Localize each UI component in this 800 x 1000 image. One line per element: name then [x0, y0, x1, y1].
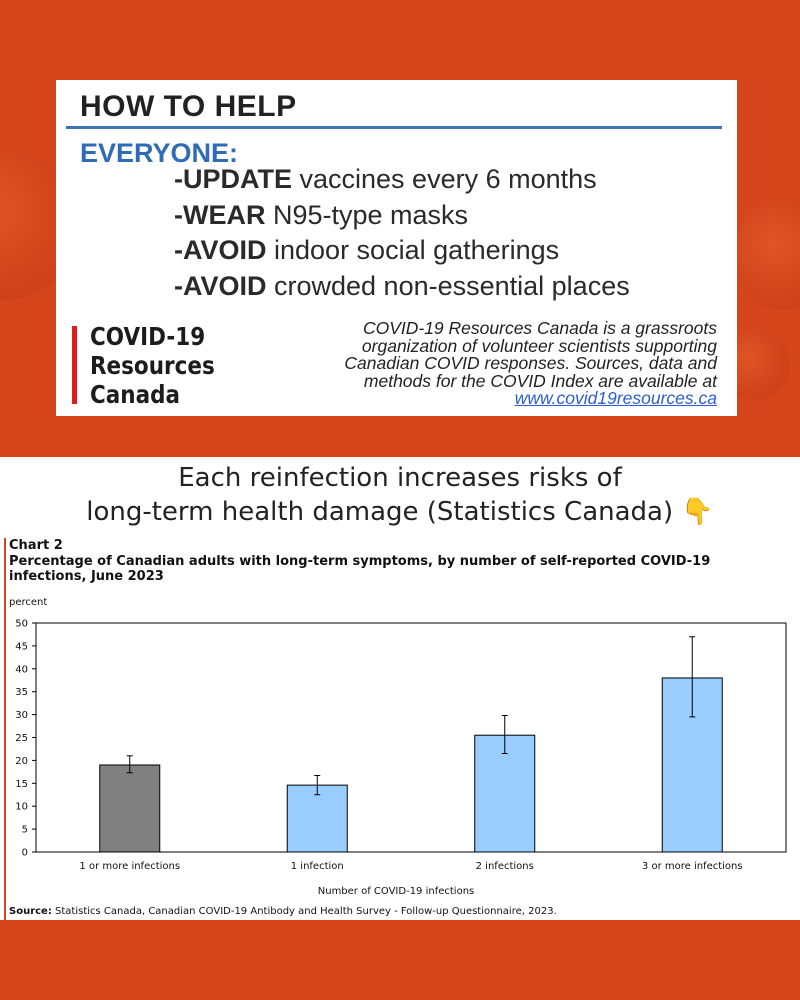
- action-verb: -UPDATE: [174, 164, 292, 194]
- action-verb: -AVOID: [174, 235, 267, 265]
- logo-red-bar: [72, 326, 77, 404]
- blurb-line: organization of volunteer scientists supporting: [361, 335, 717, 356]
- y-tick-label: 50: [15, 618, 28, 630]
- blurb-line: Canadian COVID responses. Sources, data and: [344, 353, 717, 373]
- y-tick-label: 40: [15, 664, 28, 676]
- action-item: [174, 233, 630, 269]
- title-divider: [66, 126, 722, 129]
- chart-section: [0, 457, 800, 920]
- panel-title: HOW TO HELP: [80, 90, 297, 123]
- y-tick-label: 20: [15, 755, 28, 767]
- organization-blurb: [287, 320, 717, 408]
- action-text: indoor social gatherings: [266, 235, 560, 265]
- bar-chart: [6, 538, 800, 906]
- y-tick-label: 0: [21, 847, 28, 859]
- y-tick-label: 25: [15, 733, 28, 744]
- x-tick-label: 3 or more infections: [641, 861, 743, 872]
- headline-line: long-term health damage (Statistics Canada) 👇: [86, 497, 714, 527]
- logo-line: Resources: [90, 351, 215, 380]
- action-item: [174, 162, 630, 198]
- virus-decoration: [730, 200, 800, 310]
- x-tick-label: 1 infection: [290, 861, 344, 872]
- logo-line: COVID-19: [90, 322, 206, 351]
- action-item: [174, 269, 630, 305]
- chart-title: Percentage of Canadian adults with long-term symptoms, by number of self-reported COVID-19 infections, June 2023: [9, 554, 711, 584]
- how-to-help-panel: [56, 80, 737, 416]
- y-axis-unit: percent: [9, 597, 48, 608]
- chart-label: Chart 2: [9, 538, 63, 553]
- source-label: Source:: [9, 906, 52, 917]
- bar: [100, 765, 160, 852]
- action-verb: -WEAR: [174, 199, 266, 230]
- action-text: crowded non-essential places: [266, 270, 630, 301]
- source-text: Statistics Canada, Canadian COVID-19 Antibody and Health Survey - Follow-up Questionnaire, 2023.: [51, 906, 557, 917]
- chart-container: [4, 538, 800, 920]
- chart-source: [9, 906, 557, 917]
- logo-line: Canada: [90, 380, 181, 409]
- y-tick-label: 10: [15, 801, 28, 813]
- headline-line: Each reinfection increases risks of: [178, 463, 622, 493]
- blurb-line: COVID-19 Resources Canada is a grassroots: [362, 318, 717, 338]
- y-tick-label: 30: [15, 710, 28, 722]
- y-tick-label: 45: [15, 641, 28, 653]
- y-tick-label: 5: [21, 824, 28, 836]
- x-tick-label: 2 infections: [475, 861, 534, 872]
- action-text: vaccines every 6 months: [292, 164, 597, 194]
- action-verb: -AVOID: [174, 270, 267, 301]
- logo-text: [90, 322, 215, 409]
- action-text: N95-type masks: [265, 199, 469, 230]
- x-axis-label: Number of COVID-19 infections: [317, 886, 475, 897]
- headline: [0, 461, 800, 529]
- audience-heading: EVERYONE:: [80, 138, 239, 168]
- x-tick-label: 1 or more infections: [79, 861, 181, 872]
- website-link[interactable]: www.covid19resources.ca: [514, 388, 717, 408]
- blurb-line: methods for the COVID Index are available at: [363, 370, 717, 391]
- y-tick-label: 35: [15, 687, 28, 699]
- action-list: [174, 162, 630, 304]
- action-item: [174, 198, 630, 234]
- y-tick-label: 15: [15, 778, 28, 790]
